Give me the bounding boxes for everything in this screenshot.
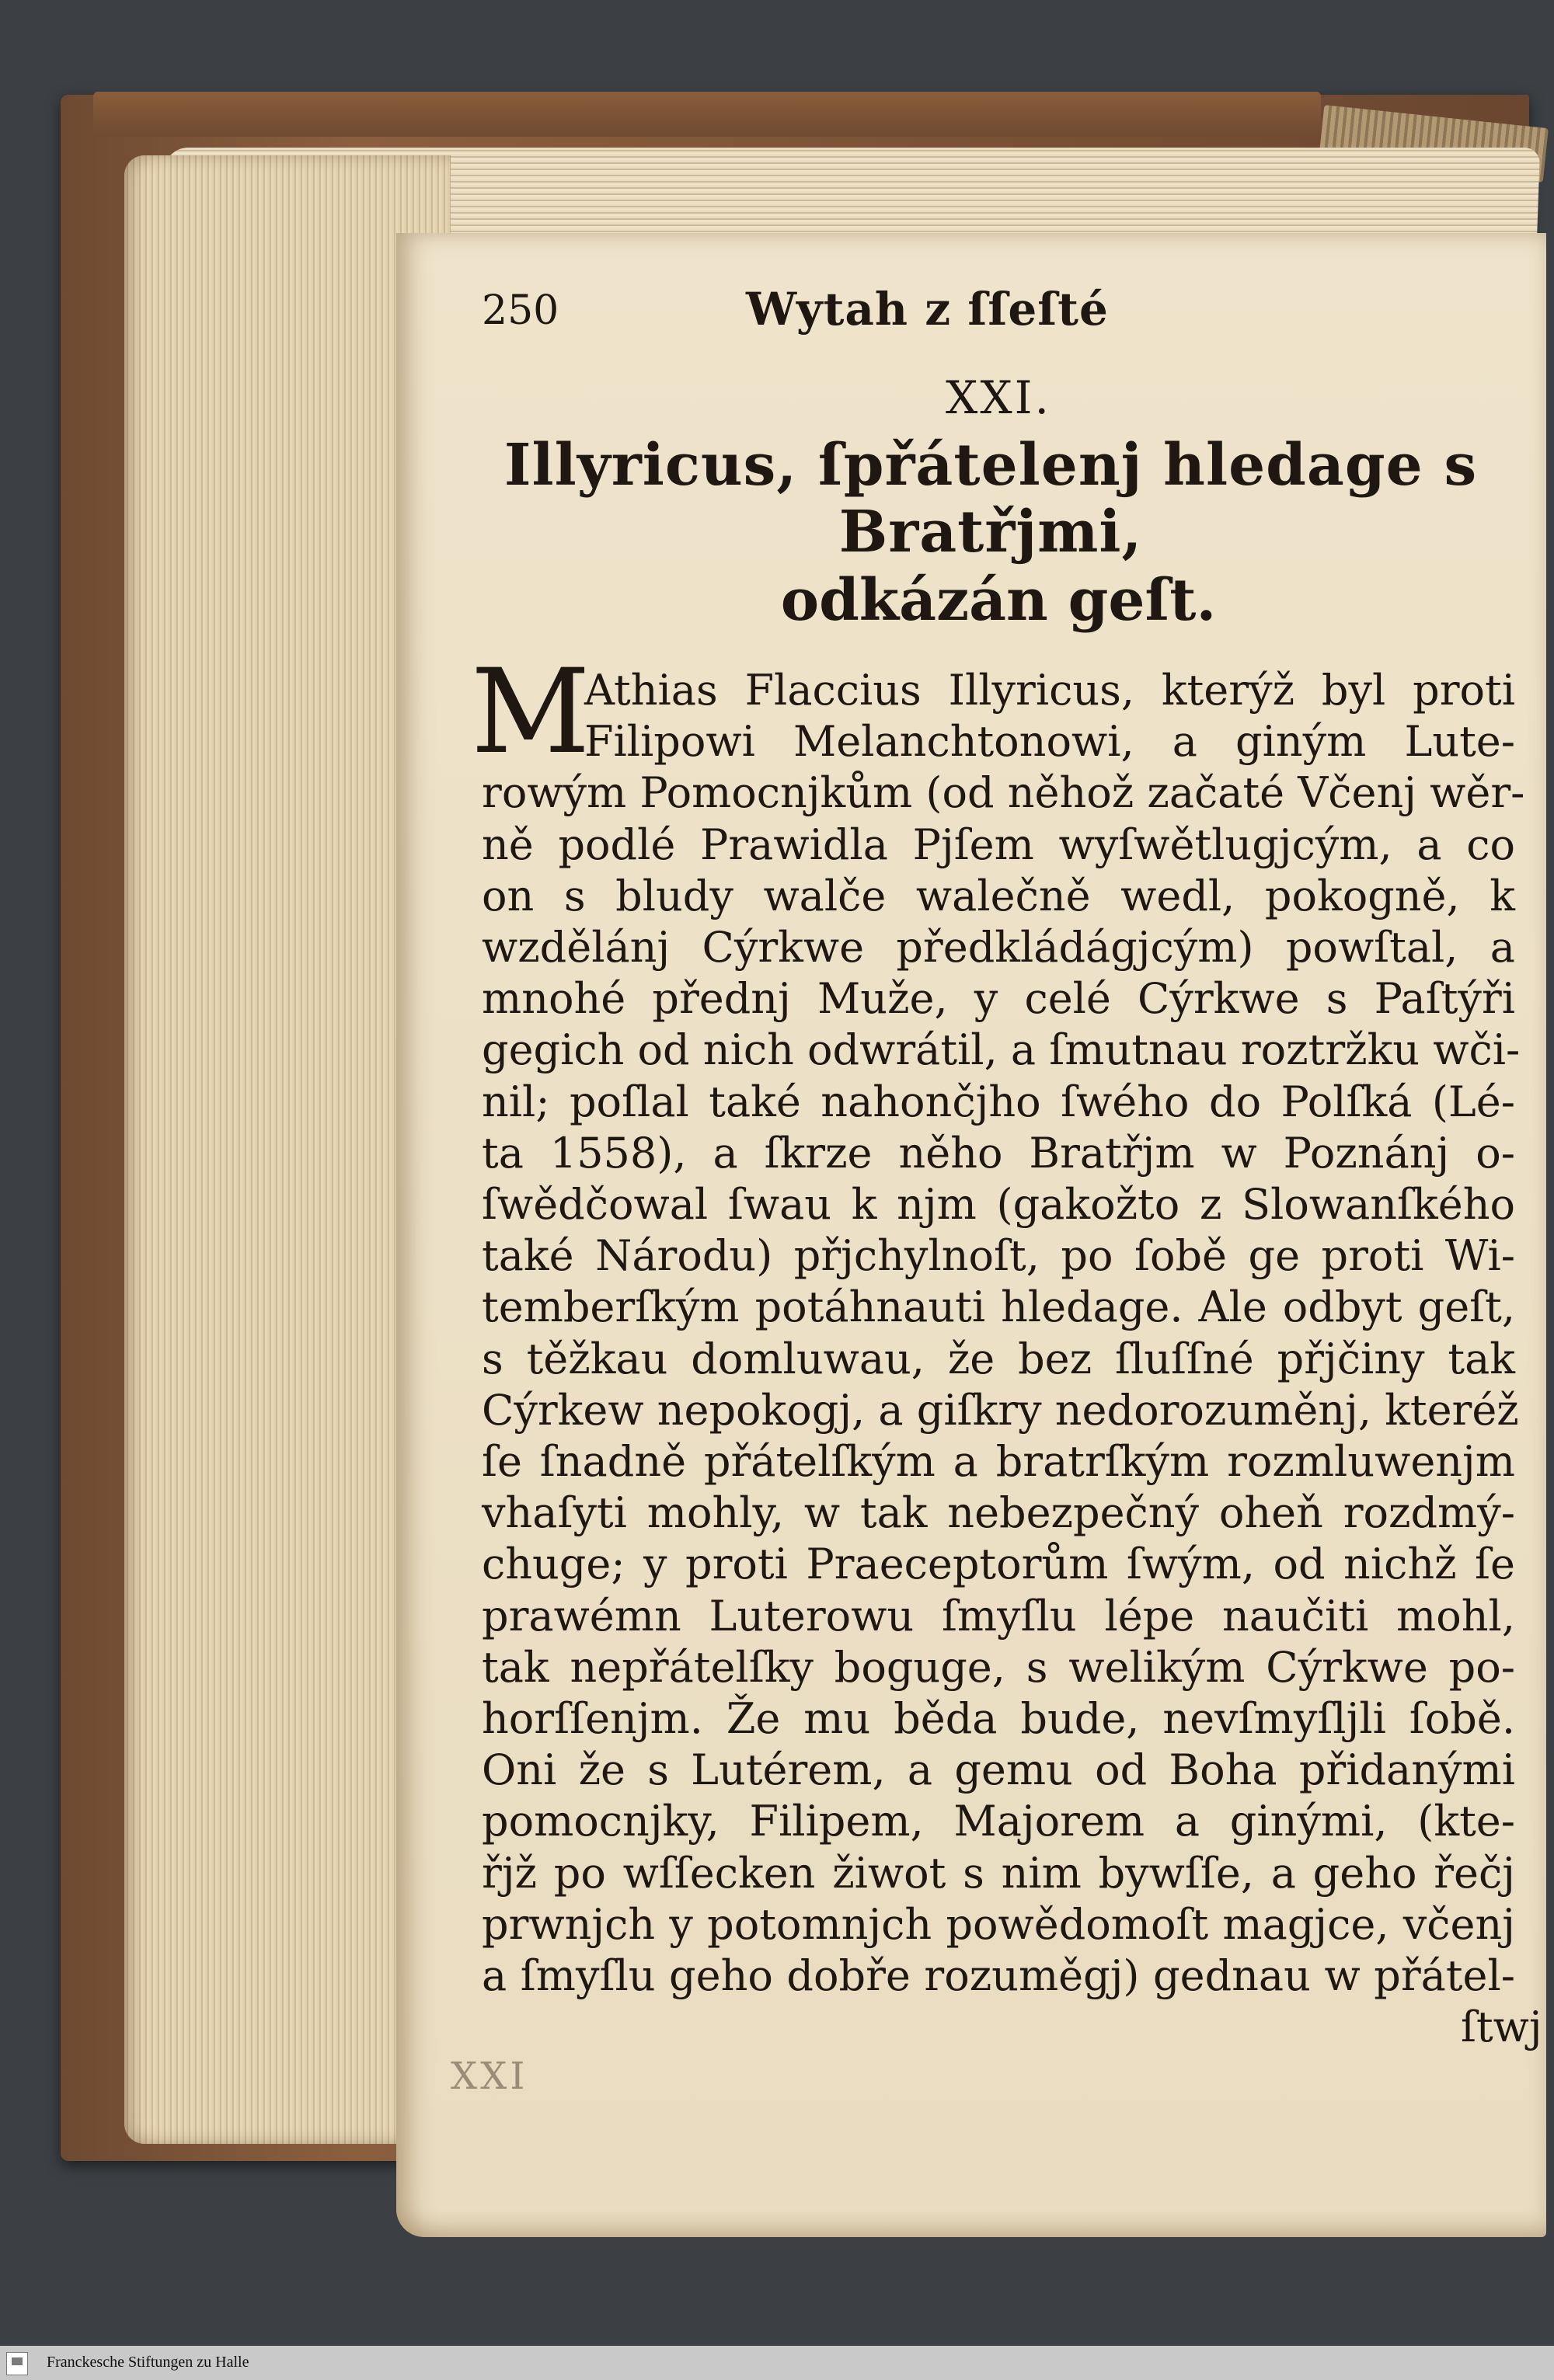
- running-title: Wytah z ſſeſté: [746, 283, 1109, 336]
- text-line: ſwědčowal ſwau k njm (gakožto z Slowanſkého: [482, 1180, 1515, 1230]
- chapter-heading-line-1: Illyricus, ſpřátelenj hledage s Bratřjmi,: [503, 432, 1478, 565]
- running-head: [482, 280, 1515, 350]
- book-page: [396, 233, 1546, 2237]
- text-line: prawémn Luterowu ſmyſlu lépe naučiti mohl,: [482, 1591, 1515, 1641]
- text-line: wzdělánj Cýrkwe předkládágjcým) powſtal, a: [482, 923, 1515, 973]
- text-line: vhaſyti mohly, w tak nebezpečný oheň rozdmý-: [482, 1488, 1515, 1538]
- text-line: nil; poſlal také nahončjho ſwého do Polſká (Lé-: [482, 1077, 1515, 1126]
- text-line: tak nepřátelſky boguge, s welikým Cýrkwe po-: [482, 1642, 1515, 1692]
- chapter-number: XXI.: [946, 371, 1051, 424]
- body-text: [471, 645, 1542, 2053]
- text-line: s těžkau domluwau, že bez ſluſſné přjčiny tak: [482, 1334, 1515, 1383]
- text-line: mnohé přednj Muže, y celé Cýrkwe s Paſtýři: [482, 974, 1515, 1024]
- chapter-heading-line-2: odkázán geſt.: [780, 567, 1217, 634]
- text-line: temberſkým potáhnauti hledage. Ale odbyt geſt,: [482, 1282, 1515, 1332]
- signature-mark: XXI: [451, 2055, 528, 2098]
- text-line-content: Athias Flaccius Illyricus, kterýž byl proti: [584, 666, 1515, 715]
- footer-institution: Franckesche Stiftungen zu Halle: [47, 2354, 249, 2371]
- text-line: prwnjch y potomnjch powědomoſt magjce, včenj: [482, 1899, 1515, 1949]
- text-line: Oni že s Lutérem, a gemu od Boha přidanými: [482, 1745, 1515, 1795]
- text-line: řjž po wſſecken žiwot s nim bywſſe, a geho řečj: [482, 1848, 1515, 1898]
- text-line: ně podlé Prawidla Pjſem wyſwětlugjcým, a co: [482, 819, 1515, 869]
- page-number: 250: [482, 287, 559, 334]
- text-line: Cýrkew nepokogj, a giſkry nedorozuměnj, kteréž: [482, 1385, 1519, 1435]
- text-line: rowým Pomocnjkům (od něhož začaté Včenj wěr-: [482, 768, 1525, 818]
- text-line: pomocnjky, Filipem, Majorem a ginými, (kte-: [482, 1797, 1515, 1846]
- book-cover-top: [93, 92, 1321, 137]
- drop-cap: M: [471, 645, 591, 780]
- text-line: horſſenjm. Že mu běda bude, nevſmyſljli ſobě.: [482, 1694, 1515, 1744]
- text-line: ſe ſnadně přátelſkým a bratrſkým rozmluwenjm: [482, 1437, 1515, 1487]
- text-line: gegich od nich odwrátil, a ſmutnau roztržku wči-: [482, 1025, 1521, 1075]
- footer-bar: [0, 2346, 1554, 2380]
- text-line: a ſmyſlu geho dobře rozuměgj) gednau w přátel-: [482, 1951, 1515, 2001]
- text-line: Filipowi Melanchtonowi, a giným Lute-: [584, 717, 1515, 767]
- institution-logo-icon: [6, 2352, 28, 2375]
- text-line: chuge; y proti Praeceptorům ſwým, od nichž ſe: [482, 1540, 1515, 1589]
- text-line-fragment: ſtwj: [1461, 2002, 1542, 2052]
- text-line: on s bludy walče walečně wedl, pokogně, k: [482, 871, 1515, 920]
- text-line: ta 1558), a ſkrze něho Bratřjm w Poznánj o-: [482, 1128, 1515, 1178]
- page-content: [471, 280, 1542, 2053]
- text-line: také Národu) přjchylnoſt, po ſobě ge proti Wi-: [482, 1231, 1515, 1281]
